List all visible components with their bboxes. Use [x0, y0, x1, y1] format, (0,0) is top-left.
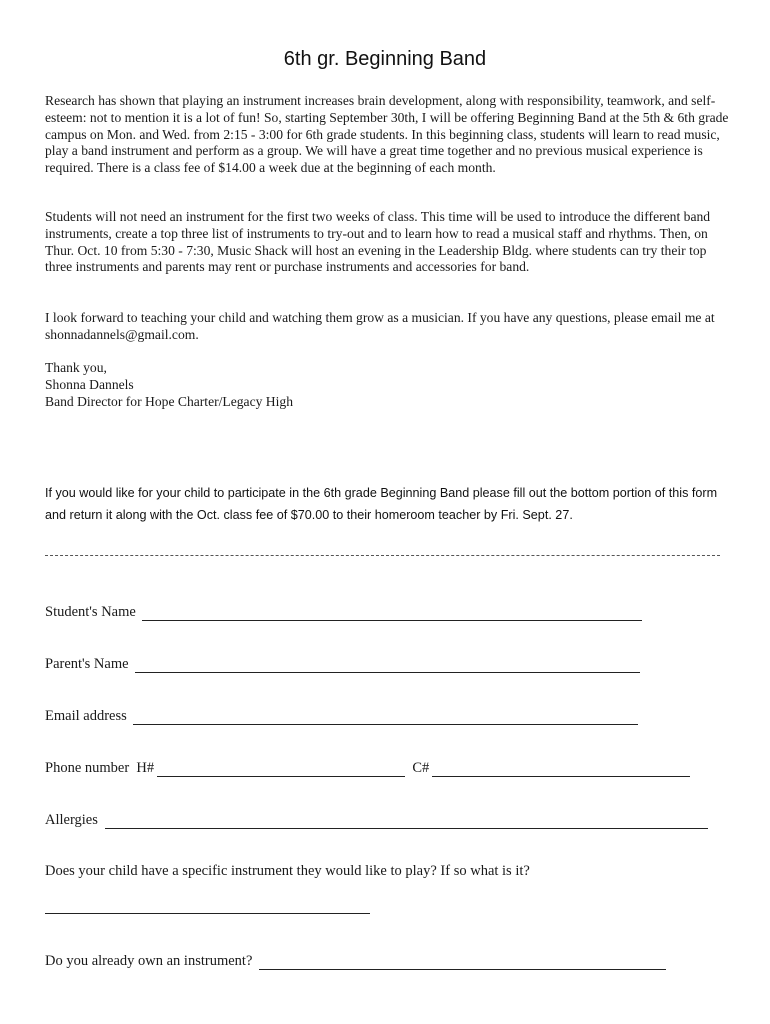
cell-phone-label: C#: [405, 760, 430, 776]
email-label: Email address: [45, 708, 131, 724]
page-title: 6th gr. Beginning Band: [283, 48, 487, 70]
contact-paragraph: I look forward to teaching your child and watching them grow as a musician. If you have any questions, please email me at shonnadannels@gmail.com.: [45, 310, 715, 342]
home-phone-blank[interactable]: [157, 762, 405, 777]
allergies-blank[interactable]: [105, 814, 708, 829]
student-name-label: Student's Name: [45, 604, 140, 620]
signature-closing: Thank you,: [45, 360, 107, 375]
signature-block: [45, 360, 735, 410]
parent-name-label: Parent's Name: [45, 656, 133, 672]
home-phone-label: Phone number H#: [45, 760, 155, 776]
signature-role: Band Director for Hope Charter/Legacy High: [45, 393, 293, 409]
student-name-blank[interactable]: [142, 606, 642, 621]
email-blank[interactable]: [133, 710, 638, 725]
phone-field[interactable]: [45, 759, 690, 777]
own-instrument-blank[interactable]: [259, 955, 666, 970]
own-instrument-label: Do you already own an instrument?: [45, 953, 257, 969]
cut-line-divider: [45, 555, 720, 556]
allergies-field[interactable]: [45, 811, 708, 829]
parent-name-blank[interactable]: [135, 658, 640, 673]
intro-paragraph: Research has shown that playing an instrument increases brain development, along with responsibility, teamwork, and self-esteem: not to mention it is a lot of fun! So, starting September 30th, I will be offering Beginning Band at the 5th & 6th grade campus on Mon. and Wed. from 2:15 - 3:00 for 6th grade students. In this beginning class, students will learn to read music, play a band instrument and perform as a group. We will have a great time together and no previous musical experience is required. There is a class fee of $14.00 a week due at the beginning of each month.: [45, 93, 729, 176]
own-instrument-field[interactable]: [45, 952, 666, 970]
instrument-answer-blank[interactable]: [45, 913, 370, 914]
return-instructions: If you would like for your child to participate in the 6th grade Beginning Band please fill out the bottom portion of this form and return it along with the Oct. class fee of $70.00 to their homeroom teacher by Fri. Sept. 27.: [45, 486, 718, 522]
email-field[interactable]: [45, 707, 638, 725]
student-name-field[interactable]: [45, 603, 642, 621]
allergies-label: Allergies: [45, 812, 102, 828]
parent-name-field[interactable]: [45, 655, 640, 673]
cell-phone-blank[interactable]: [432, 762, 690, 777]
instrument-question: Does your child have a specific instrument they would like to play? If so what is it?: [45, 863, 530, 879]
signature-name: Shonna Dannels: [45, 376, 134, 392]
schedule-paragraph: Students will not need an instrument for the first two weeks of class. This time will be used to introduce the different band instruments, create a top three list of instruments to try-out and to learn how to read a musical staff and rhythms. Then, on Thur. Oct. 10 from 5:30 - 7:30, Music Shack will host an evening in the Leadership Bldg. where students can try their top three instruments and parents may rent or purchase instruments and accessories for band.: [45, 209, 711, 275]
